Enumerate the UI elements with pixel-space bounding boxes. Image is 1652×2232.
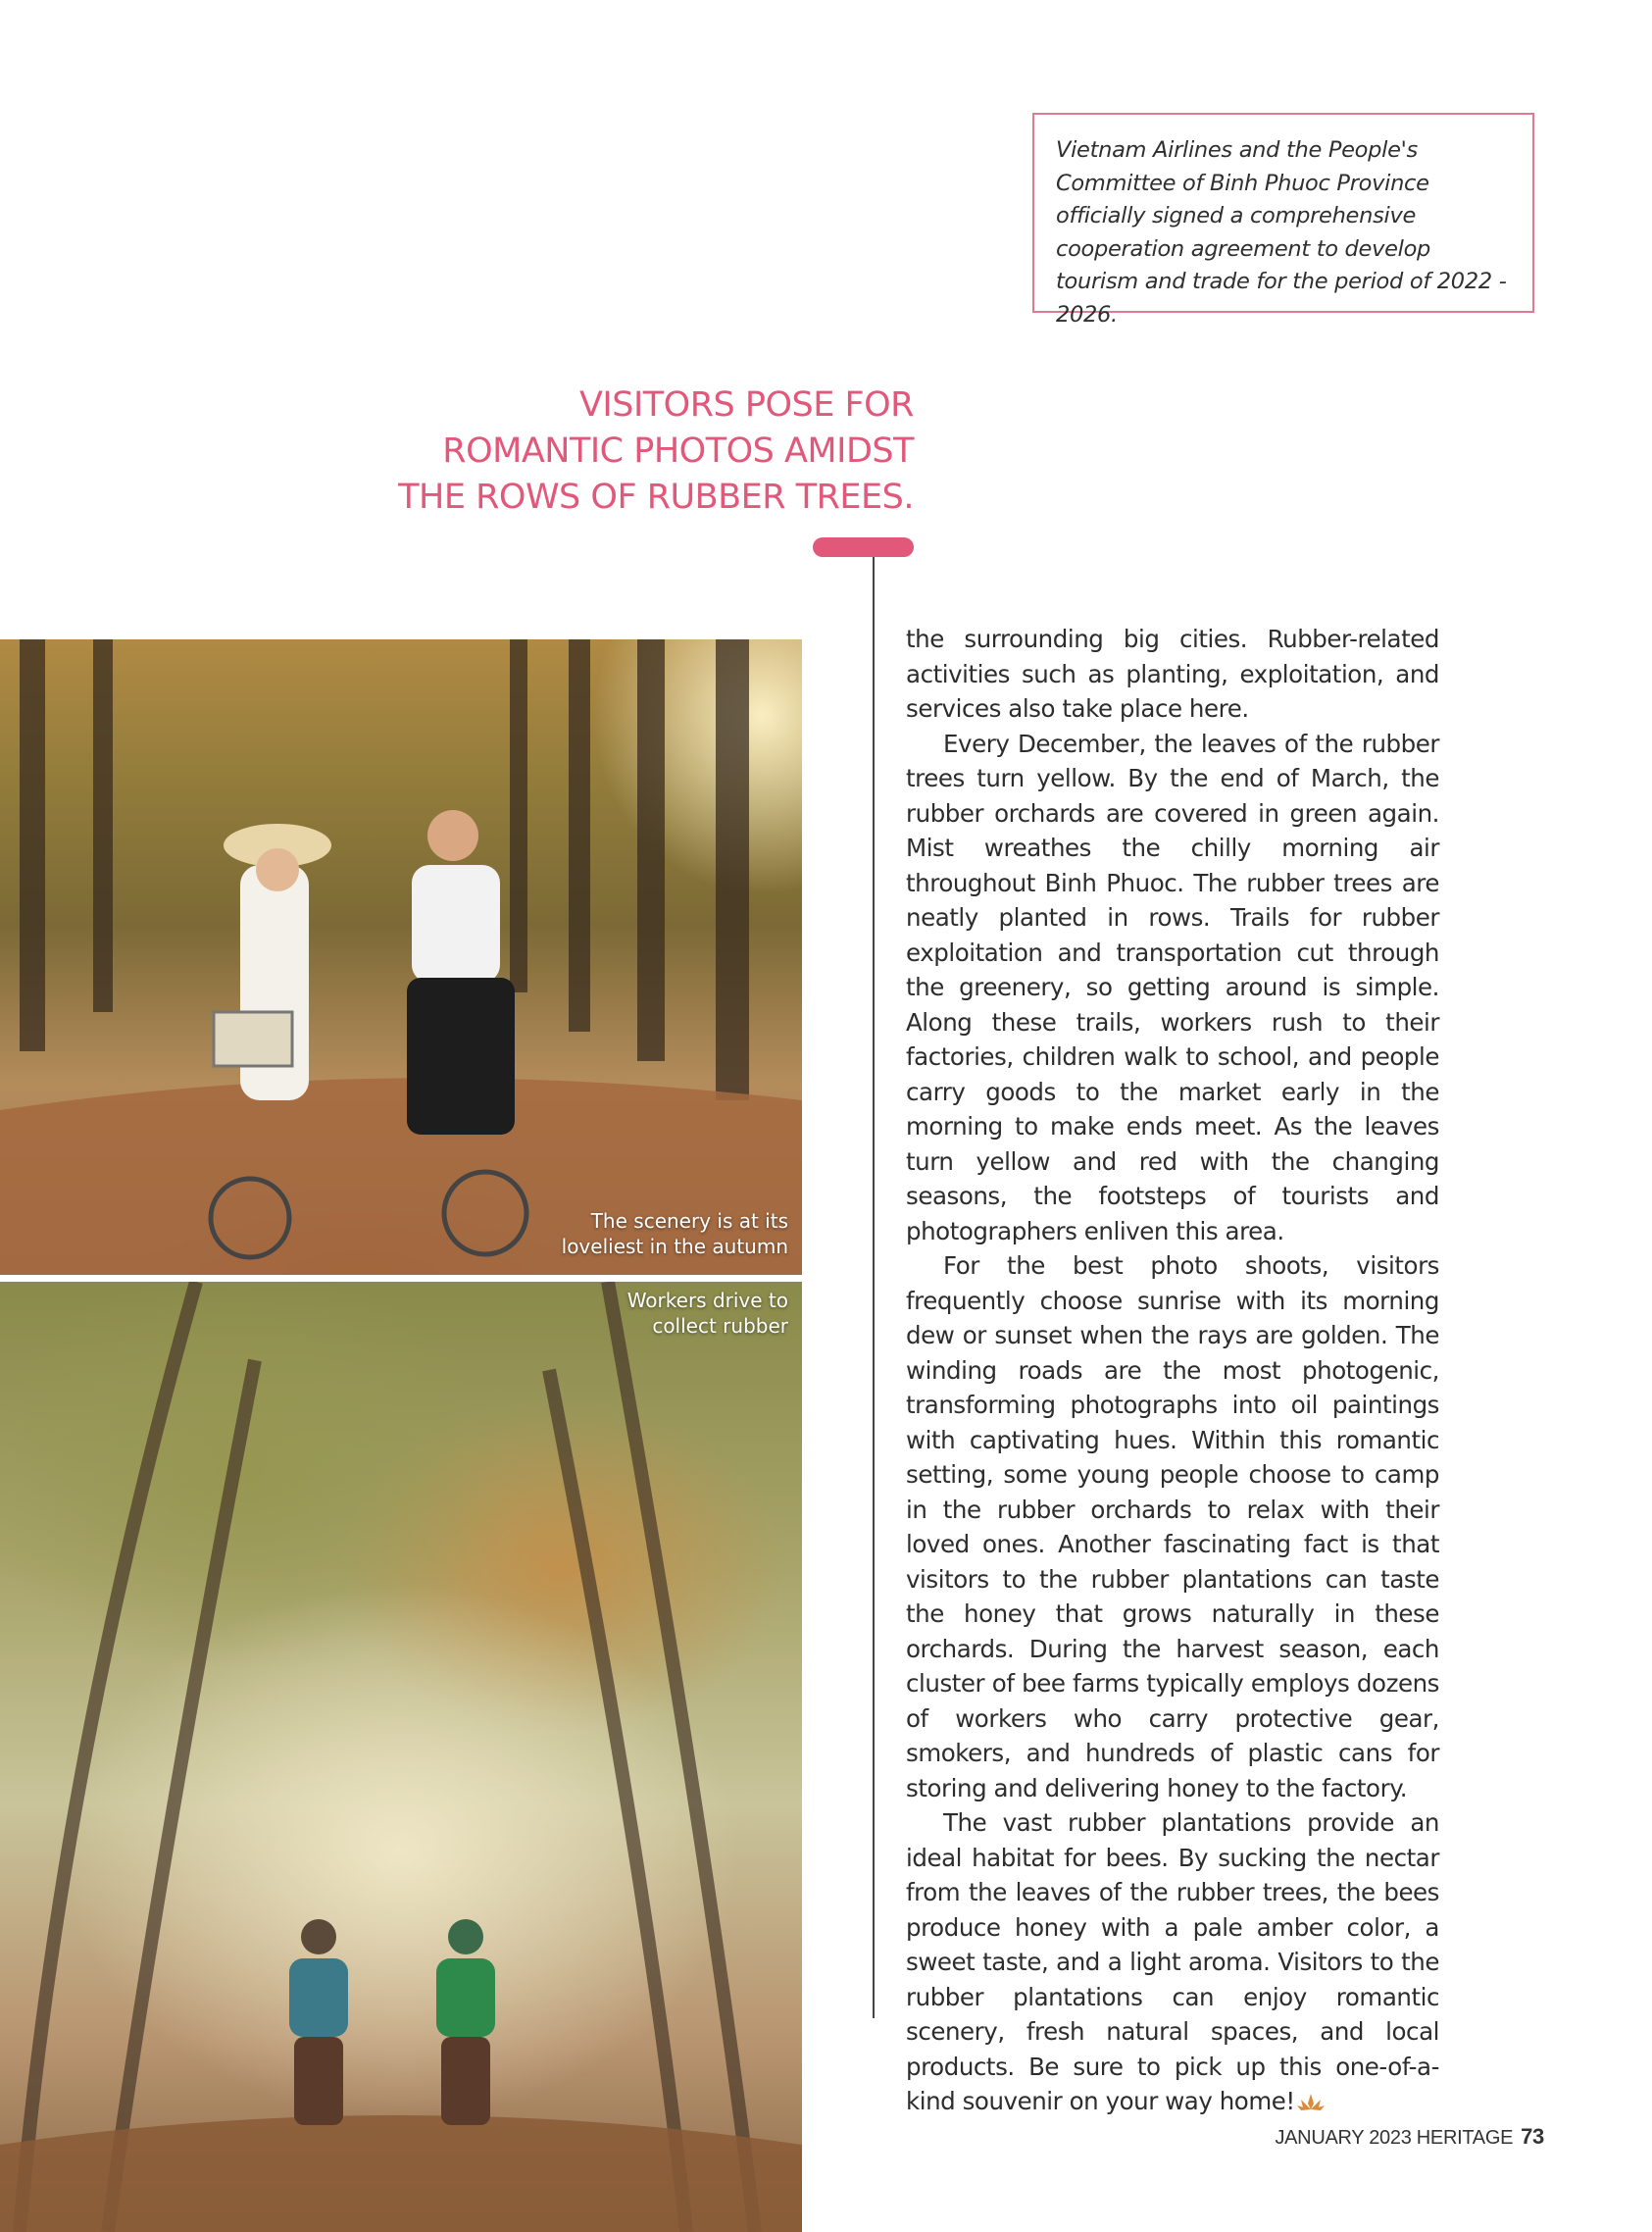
photo-workers-motorbikes xyxy=(0,1282,802,2232)
body-paragraph-last xyxy=(906,1805,1439,2119)
pull-quote-line: ROMANTIC PHOTOS AMIDST xyxy=(442,431,914,471)
callout-text: Vietnam Airlines and the People's Committee of Binh Phuoc Province officially signed a comprehensive cooperation agreement to develop tourism and trade for the period of 2022 - 2026. xyxy=(1056,137,1507,328)
body-paragraph-text: The vast rubber plantations provide an ideal habitat for bees. By sucking the nectar from the leaves of the rubber trees, the bees produce honey with a pale amber color, a sweet taste, and a light aroma. Visitors to the rubber plantations can enjoy romantic scenery, fresh natural spaces, and local products. Be sure to pick up this one-of-a-kind souvenir on your way home! xyxy=(906,1808,1439,2115)
caption-line: loveliest in the autumn xyxy=(561,1235,788,1258)
pull-quote-line: THE ROWS OF RUBBER TREES. xyxy=(398,478,914,517)
caption-line: collect rubber xyxy=(652,1314,788,1338)
lotus-icon xyxy=(1297,2092,1325,2111)
photo-caption xyxy=(494,1288,788,1339)
photo-couple-illustration xyxy=(0,639,802,1275)
page-number: 73 xyxy=(1521,2124,1544,2149)
photo-couple-bicycles xyxy=(0,639,802,1275)
pull-quote xyxy=(392,382,914,521)
callout-box xyxy=(1032,113,1534,328)
pull-quote-line: VISITORS POSE FOR xyxy=(578,385,914,425)
photo-caption xyxy=(494,1208,788,1259)
article-body xyxy=(906,622,1439,2119)
caption-line: Workers drive to xyxy=(626,1289,788,1312)
photo-workers-illustration xyxy=(0,1282,802,2232)
pull-quote-bar xyxy=(813,537,914,557)
body-paragraph: For the best photo shoots, visitors frequently choose sunrise with its morning dew or sunset when the rays are golden. The winding roads are the most photogenic, transforming photographs into oil paintings with captivating hues. Within this romantic setting, some young people choose to camp in the rubber orchards to relax with their loved ones. Another fascinating fact is that visitors to the rubber plantations can taste the honey that grows naturally in these orchards. During the harvest season, each cluster of bee farms typically employs dozens of workers who carry protective gear, smokers, and hundreds of plastic cans for storing and delivering honey to the factory. xyxy=(906,1251,1439,1802)
page-footer xyxy=(1275,2124,1544,2150)
column-divider xyxy=(873,557,875,2018)
caption-line: The scenery is at its xyxy=(590,1209,788,1233)
footer-issue: JANUARY 2023 HERITAGE xyxy=(1275,2127,1514,2149)
body-paragraph: the surrounding big cities. Rubber-related activities such as planting, exploitation, and services also take place here. xyxy=(906,625,1439,723)
body-paragraph: Every December, the leaves of the rubber trees turn yellow. By the end of March, the rubber orchards are covered in green again. Mist wreathes the chilly morning air throughout Binh Phuoc. The rubber trees are neatly planted in rows. Trails for rubber exploitation and transportation cut through the greenery, so getting around is simple. Along these trails, workers rush to their factories, children walk to school, and people carry goods to the market early in the morning to make ends meet. As the leaves turn yellow and red with the changing seasons, the footsteps of tourists and photographers enliven this area. xyxy=(906,729,1439,1245)
